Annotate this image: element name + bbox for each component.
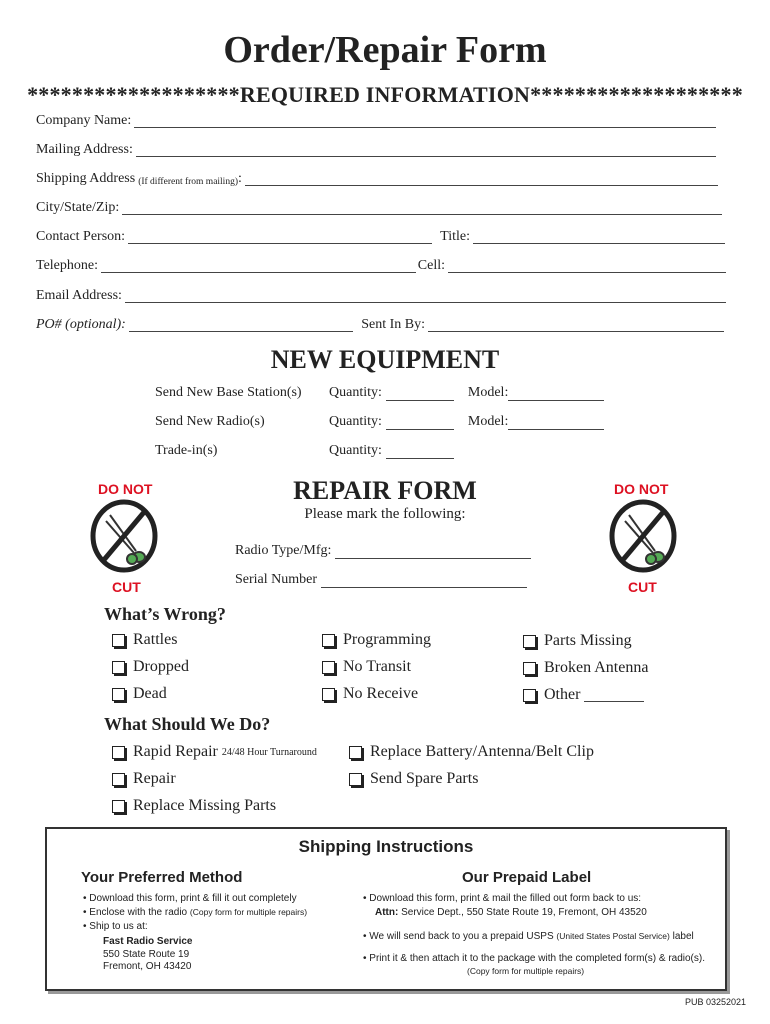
telephone-line[interactable]	[101, 260, 416, 273]
city-label: City/State/Zip:	[36, 200, 120, 215]
email-field[interactable]	[36, 288, 728, 304]
do-not-label-right: DO NOT	[614, 481, 669, 497]
rapid-repair-note: 24/48 Hour Turnaround	[221, 746, 317, 758]
po-line[interactable]	[129, 319, 353, 332]
mailing-label: Mailing Address:	[36, 142, 133, 157]
checkbox-label: Parts Missing	[544, 632, 632, 649]
base-station-qty-label: Quantity:	[329, 385, 382, 400]
checkbox-label: Rapid Repair	[133, 743, 218, 760]
checkbox-box[interactable]	[112, 688, 125, 701]
radio-type-field[interactable]	[235, 543, 531, 559]
radio-type-label: Radio Type/Mfg:	[235, 543, 332, 558]
repair-heading: REPAIR FORM	[293, 476, 477, 505]
serial-field[interactable]	[235, 572, 527, 588]
checkbox-label: Dead	[133, 685, 167, 702]
checkbox-rattles[interactable]	[112, 631, 177, 649]
right-item-attn	[375, 907, 647, 918]
address-line1: 550 State Route 19	[103, 949, 190, 960]
company-field[interactable]	[36, 113, 718, 129]
company-line[interactable]	[134, 115, 716, 128]
checkbox-box[interactable]	[523, 635, 536, 648]
required-banner: *******************REQUIRED INFORMATION*******************	[27, 82, 743, 107]
checkbox-label: Repair	[133, 770, 176, 787]
checkbox-send-spare-parts[interactable]	[349, 770, 478, 788]
email-label: Email Address:	[36, 288, 122, 303]
preferred-method-heading: Your Preferred Method	[81, 869, 243, 886]
mailing-line[interactable]	[136, 144, 716, 157]
do-not-label-left: DO NOT	[98, 481, 153, 497]
left-item-download: • Download this form, print & fill it out completely	[83, 893, 297, 904]
checkbox-label: Replace Battery/Antenna/Belt Clip	[370, 743, 594, 760]
checkbox-programming[interactable]	[322, 631, 431, 649]
radio-model-line[interactable]	[508, 417, 604, 430]
checkbox-parts-missing[interactable]	[523, 632, 632, 650]
radio-qty-line[interactable]	[386, 417, 454, 430]
sent-by-label: Sent In By:	[361, 317, 425, 332]
company-name: Fast Radio Service	[103, 936, 193, 947]
trade-in-qty-label: Quantity:	[329, 443, 382, 458]
checkbox-label: Programming	[343, 631, 431, 648]
shipping-note: (If different from mailing)	[138, 177, 238, 187]
radio-qty-label: Quantity:	[329, 414, 382, 429]
telephone-label: Telephone:	[36, 258, 98, 273]
shipping-line[interactable]	[245, 173, 718, 186]
usps-end: label	[672, 931, 694, 942]
trade-in-label: Trade-in(s)	[155, 443, 218, 458]
usps-note: (United States Postal Service)	[556, 931, 670, 941]
contact-person-label: Contact Person:	[36, 229, 126, 244]
shipping-instructions-box	[45, 827, 727, 991]
usps-text: • We will send back to you a prepaid USPS	[363, 931, 554, 942]
checkbox-label: No Transit	[343, 658, 412, 675]
address-line2: Fremont, OH 43420	[103, 961, 192, 972]
right-item-copy-note: (Copy form for multiple repairs)	[467, 966, 585, 976]
checkbox-box[interactable]	[349, 773, 362, 786]
company-label: Company Name:	[36, 113, 132, 128]
radio-label: Send New Radio(s)	[155, 414, 265, 429]
checkbox-other[interactable]	[523, 686, 644, 704]
base-station-model-line[interactable]	[508, 388, 604, 401]
checkbox-dead[interactable]	[112, 685, 167, 703]
checkbox-rapid-repair[interactable]	[112, 743, 317, 761]
repair-instruction: Please mark the following:	[304, 506, 466, 522]
publication-code: PUB 03252021	[684, 997, 746, 1007]
shipping-title: Shipping Instructions	[298, 837, 474, 856]
trade-in-row	[155, 443, 454, 459]
other-line[interactable]	[584, 689, 644, 702]
cell-label: Cell:	[417, 258, 445, 273]
prepaid-label-heading: Our Prepaid Label	[462, 869, 592, 886]
checkbox-repair[interactable]	[112, 770, 176, 788]
checkbox-label: Replace Missing Parts	[133, 797, 277, 814]
checkbox-label: Other	[544, 686, 581, 703]
checkbox-label: No Receive	[343, 685, 419, 702]
checkbox-label: Dropped	[133, 658, 189, 675]
form-title: Order/Repair Form	[223, 29, 547, 71]
checkbox-box[interactable]	[322, 688, 335, 701]
city-field[interactable]	[36, 200, 724, 216]
checkbox-box[interactable]	[349, 746, 362, 759]
contact-person-line[interactable]	[128, 231, 432, 244]
checkbox-box[interactable]	[322, 661, 335, 674]
serial-line[interactable]	[321, 575, 527, 588]
shipping-label: Shipping Address	[36, 171, 136, 186]
sent-by-line[interactable]	[428, 319, 724, 332]
contact-person-field[interactable]	[36, 229, 727, 245]
attn-text: Service Dept., 550 State Route 19, Fremont, OH 43520	[401, 907, 647, 918]
email-line[interactable]	[125, 290, 726, 303]
shipping-field[interactable]	[36, 171, 720, 187]
checkbox-box[interactable]	[112, 746, 125, 759]
what-should-we-do-heading: What Should We Do?	[104, 714, 271, 734]
title-line[interactable]	[473, 231, 725, 244]
checkbox-box[interactable]	[112, 661, 125, 674]
left-item-enclose	[83, 907, 307, 918]
shipping-colon: :	[238, 171, 242, 186]
radio-row	[155, 414, 604, 430]
base-station-model-label: Model:	[467, 385, 509, 400]
mailing-field[interactable]	[36, 142, 718, 158]
checkbox-label: Broken Antenna	[544, 659, 649, 676]
checkbox-no-receive[interactable]	[322, 685, 418, 703]
right-item-download: • Download this form, print & mail the filled out form back to us:	[363, 893, 642, 904]
title-label: Title:	[440, 229, 470, 244]
left-item-enclose-text: • Enclose with the radio	[83, 907, 188, 918]
base-station-qty-line[interactable]	[386, 388, 454, 401]
checkbox-box[interactable]	[112, 800, 125, 813]
base-station-label: Send New Base Station(s)	[155, 385, 302, 400]
checkbox-no-transit[interactable]	[322, 658, 411, 676]
new-equipment-heading: NEW EQUIPMENT	[270, 345, 500, 374]
base-station-row	[155, 385, 604, 401]
attn-label: Attn:	[375, 907, 399, 918]
whats-wrong-heading: What’s Wrong?	[104, 604, 226, 624]
checkbox-broken-antenna[interactable]	[523, 659, 648, 677]
checkbox-label: Rattles	[133, 631, 178, 648]
city-line[interactable]	[122, 202, 722, 215]
checkbox-label: Send Spare Parts	[370, 770, 479, 787]
right-item-print: • Print it & then attach it to the package with the completed form(s) & radio(s).	[363, 953, 705, 964]
checkbox-box[interactable]	[523, 689, 536, 702]
telephone-field[interactable]	[36, 258, 728, 274]
po-field[interactable]	[36, 317, 726, 333]
radio-type-line[interactable]	[335, 546, 531, 559]
checkbox-box[interactable]	[322, 634, 335, 647]
radio-model-label: Model:	[467, 414, 509, 429]
serial-label: Serial Number	[235, 572, 318, 587]
checkbox-box[interactable]	[112, 634, 125, 647]
checkbox-replace-missing-parts[interactable]	[112, 797, 276, 815]
checkbox-box[interactable]	[112, 773, 125, 786]
checkbox-replace-battery[interactable]	[349, 743, 594, 761]
cut-label-right: CUT	[628, 579, 657, 595]
left-item-ship: • Ship to us at:	[83, 921, 148, 932]
left-item-enclose-note: (Copy form for multiple repairs)	[189, 907, 308, 917]
po-label: PO# (optional):	[36, 317, 126, 332]
trade-in-qty-line[interactable]	[386, 446, 454, 459]
cut-label-left: CUT	[112, 579, 141, 595]
cell-line[interactable]	[448, 260, 726, 273]
checkbox-box[interactable]	[523, 662, 536, 675]
right-item-usps	[363, 931, 694, 942]
checkbox-dropped[interactable]	[112, 658, 189, 676]
